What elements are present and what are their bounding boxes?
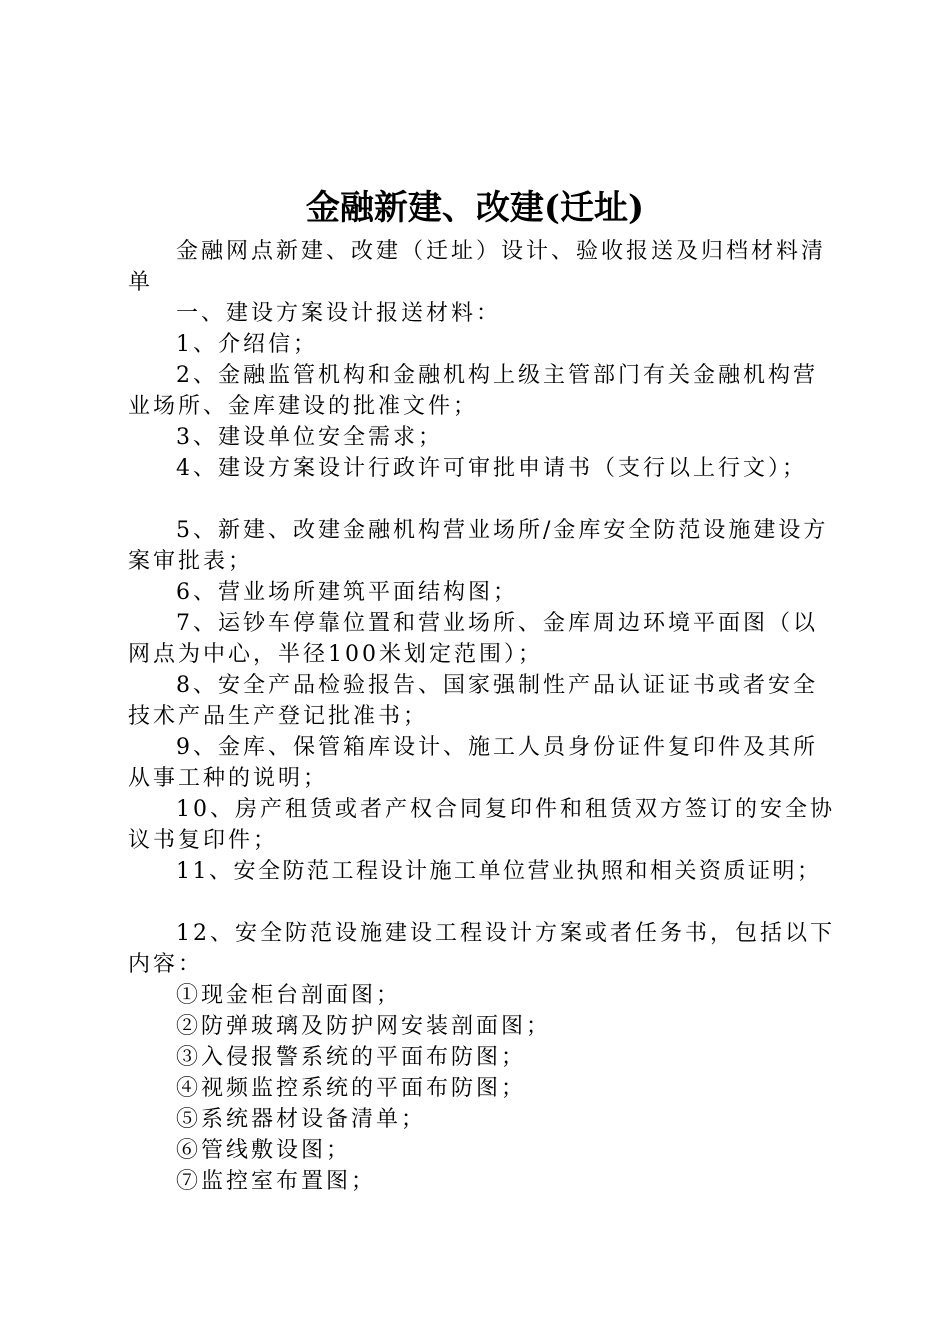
sub-item: ④视频监控系统的平面布防图； bbox=[176, 1076, 527, 1101]
document-title: 金融新建、改建(迁址) bbox=[305, 188, 645, 228]
sub-item: ⑥管线敷设图； bbox=[176, 1138, 352, 1163]
list-item: 5、新建、改建金融机构营业场所/金库安全防范设施建设方案审批表； bbox=[128, 518, 829, 574]
section-heading: 一、建设方案设计报送材料： bbox=[176, 301, 502, 326]
list-item: 3、建设单位安全需求； bbox=[176, 425, 443, 450]
paragraph-intro: 金融网点新建、改建（迁址）设计、验收报送及归档材料清单 bbox=[128, 239, 827, 295]
list-item: 7、运钞车停靠位置和营业场所、金库周边环境平面图（以网点为中心，半径100米划定范围）； bbox=[128, 611, 818, 667]
sub-item: ③入侵报警系统的平面布防图； bbox=[176, 1045, 527, 1070]
list-item: 1、介绍信； bbox=[176, 332, 318, 357]
sub-item: ①现金柜台剖面图； bbox=[176, 983, 402, 1008]
document-body bbox=[128, 236, 840, 1197]
sub-item: ②防弹玻璃及防护网安装剖面图； bbox=[176, 1014, 552, 1039]
sub-item: ⑦监控室布置图； bbox=[176, 1169, 377, 1194]
list-item: 10、房产租赁或者产权合同复印件和租赁双方签订的安全协议书复印件； bbox=[128, 797, 835, 853]
list-item: 9、金库、保管箱库设计、施工人员身份证件复印件及其所从事工种的说明； bbox=[128, 735, 818, 791]
list-item: 6、营业场所建筑平面结构图； bbox=[176, 580, 518, 605]
list-item: 2、金融监管机构和金融机构上级主管部门有关金融机构营业场所、金库建设的批准文件； bbox=[128, 363, 818, 419]
sub-item: ⑤系统器材设备清单； bbox=[176, 1107, 427, 1132]
list-item: 4、建设方案设计行政许可审批申请书（支行以上行文）； bbox=[176, 456, 807, 481]
list-item: 11、安全防范工程设计施工单位营业执照和相关资质证明； bbox=[176, 859, 822, 884]
list-item: 12、安全防范设施建设工程设计方案或者任务书，包括以下内容： bbox=[128, 921, 835, 977]
list-item: 8、安全产品检验报告、国家强制性产品认证证书或者安全技术产品生产登记批准书； bbox=[128, 673, 818, 729]
